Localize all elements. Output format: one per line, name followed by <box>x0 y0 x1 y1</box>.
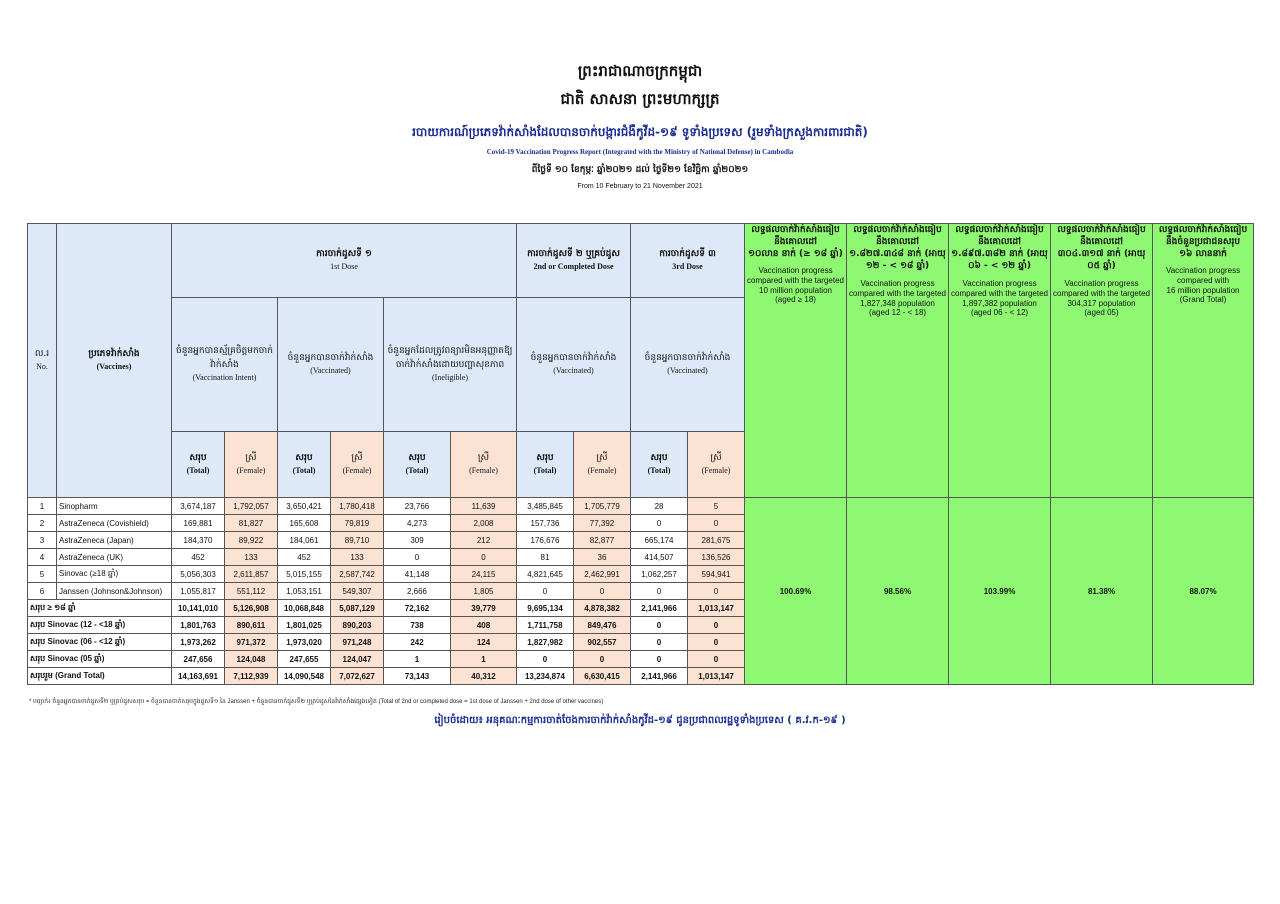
vaccinated-female: 124,047 <box>331 651 384 668</box>
dose3-female: 0 <box>688 651 745 668</box>
vaccinated-header <box>278 298 384 432</box>
vaccinated-total: 247,655 <box>278 651 331 668</box>
row-vaccine: AstraZeneca (UK) <box>57 549 172 566</box>
vaccinated-female: 2,587,742 <box>331 566 384 583</box>
vaccination-table <box>27 223 1254 685</box>
dose2-total: 4,821,645 <box>517 566 574 583</box>
total-en: (Total) <box>533 466 557 476</box>
dose3-total: 0 <box>631 583 688 600</box>
total-row-label: សរុប Sinovac (05 ឆ្នាំ) <box>28 651 172 668</box>
dose1-km: ការចាក់ដូសទី ១ <box>316 248 372 259</box>
ineligible-female: 2,008 <box>451 515 517 532</box>
female-km: ស្រី <box>351 452 363 463</box>
col-no-en: No. <box>36 362 48 372</box>
col-no-header <box>28 224 57 498</box>
intent-total: 247,656 <box>172 651 225 668</box>
period-en: From 10 February to 21 November 2021 <box>577 183 703 190</box>
dose3-female: 136,526 <box>688 549 745 566</box>
dose3-total: 2,141,966 <box>631 600 688 617</box>
dose3-female: 1,013,147 <box>688 668 745 685</box>
ineligible-female: 24,115 <box>451 566 517 583</box>
progress-target-km: ១.៨៩៧.៣៨២ នាក់ (អាយុ ០៦ - < ១២ ឆ្នាំ) <box>951 249 1048 272</box>
ineligible-total: 73,143 <box>384 668 451 685</box>
intent-total: 10,141,010 <box>172 600 225 617</box>
dose3-total: 2,141,966 <box>631 668 688 685</box>
vaccinated-female: 1,780,418 <box>331 498 384 515</box>
report-title-en: Covid-19 Vaccination Progress Report (Integrated with the Ministry of National Defense) in Cambodia <box>486 148 794 156</box>
col-no-km: ល.រ <box>34 348 50 359</box>
progress-km: លទ្ធផលចាក់វ៉ាក់សាំងធៀបនឹងគោលដៅ <box>751 225 840 248</box>
dose2-total: 157,736 <box>517 515 574 532</box>
dose2-total: 0 <box>517 583 574 600</box>
total-km: សរុប <box>295 452 313 463</box>
dose2-female: 6,630,415 <box>574 668 631 685</box>
progress-km: លទ្ធផលចាក់វ៉ាក់សាំងធៀបនឹងគោលដៅ <box>1057 225 1146 248</box>
vaccinated-total: 3,650,421 <box>278 498 331 515</box>
total-km: សរុប <box>650 452 668 463</box>
ineligible-km: ចំនួនអ្នកដែលត្រូវពន្យារមិនអនុញ្ញាតឱ្យចាក់វ៉ាក់សាំងដោយបញ្ហាសុខភាព <box>387 346 513 370</box>
female-km: ស្រី <box>245 452 257 463</box>
kingdom-title: ព្រះរាជាណាចក្រកម្ពុជា <box>577 62 703 80</box>
intent-total: 1,973,262 <box>172 634 225 651</box>
ineligible-total: 23,766 <box>384 498 451 515</box>
total-row-label: សរុប ≥ ១៨ ឆ្នាំ <box>28 600 172 617</box>
total-header <box>517 432 574 498</box>
row-vaccine: AstraZeneca (Japan) <box>57 532 172 549</box>
total-km: សរុប <box>408 452 426 463</box>
dose3-female: 281,675 <box>688 532 745 549</box>
intent-total: 14,163,691 <box>172 668 225 685</box>
intent-en: (Vaccination Intent) <box>192 373 257 382</box>
total-en: (Total) <box>292 466 316 476</box>
ineligible-total: 1 <box>384 651 451 668</box>
dose2-total: 13,234,874 <box>517 668 574 685</box>
intent-total: 452 <box>172 549 225 566</box>
progress-age-en: (aged 12 - < 18) <box>868 307 927 317</box>
row-no: 1 <box>28 498 57 515</box>
row-no: 4 <box>28 549 57 566</box>
progress-en: Vaccination progress compared with the targeted <box>951 278 1048 298</box>
progress-age-en: (aged 06 - < 12) <box>970 307 1029 317</box>
total-en: (Total) <box>186 466 210 476</box>
progress-en: Vaccination progress compared with the targeted <box>1053 278 1150 298</box>
progress-target-en: 10 million population <box>759 286 832 296</box>
progress-target-km: ៣០៤.៣១៧ នាក់ (អាយុ ០៥ ឆ្នាំ) <box>1057 249 1146 272</box>
progress-target-en: 1,897,382 population <box>962 298 1037 308</box>
dose2-female: 0 <box>574 583 631 600</box>
ineligible-total: 4,273 <box>384 515 451 532</box>
total-km: សរុប <box>536 452 554 463</box>
progress-target-km: ១០លាន នាក់ (≥ ១៨ ឆ្នាំ) <box>748 249 843 260</box>
female-en: (Female) <box>342 466 372 476</box>
progress-header-5 <box>1153 224 1254 498</box>
ineligible-female: 0 <box>451 549 517 566</box>
ineligible-total: 738 <box>384 617 451 634</box>
intent-female: 124,048 <box>225 651 278 668</box>
progress-header-4 <box>1051 224 1153 498</box>
vaccinated-total: 1,973,020 <box>278 634 331 651</box>
dose2-total: 3,485,845 <box>517 498 574 515</box>
ineligible-female: 1 <box>451 651 517 668</box>
dose3-vaccinated-km: ចំនួនអ្នកបានចាក់វ៉ាក់សាំង <box>644 352 731 363</box>
ineligible-total: 41,148 <box>384 566 451 583</box>
total-header <box>278 432 331 498</box>
vaccinated-total: 5,015,155 <box>278 566 331 583</box>
vaccinated-female: 549,307 <box>331 583 384 600</box>
vaccinated-female: 133 <box>331 549 384 566</box>
total-header <box>384 432 451 498</box>
intent-header <box>172 298 278 432</box>
intent-female: 133 <box>225 549 278 566</box>
intent-total: 169,881 <box>172 515 225 532</box>
table-header <box>28 224 1254 498</box>
progress-header-2 <box>847 224 949 498</box>
dose1-header <box>172 224 517 298</box>
vaccinated-km: ចំនួនអ្នកបានចាក់វ៉ាក់សាំង <box>287 352 374 363</box>
female-header <box>574 432 631 498</box>
vaccinated-female: 5,087,129 <box>331 600 384 617</box>
dose2-en: 2nd or Completed Dose <box>533 262 614 272</box>
ineligible-en: (Ineligible) <box>432 373 468 382</box>
dose3-total: 1,062,257 <box>631 566 688 583</box>
female-en: (Female) <box>236 466 266 476</box>
progress-target-en: 304,317 population <box>1067 298 1136 308</box>
dose2-header <box>517 224 631 298</box>
ineligible-total: 2,666 <box>384 583 451 600</box>
progress-target-en: 16 million population <box>1166 286 1240 296</box>
vaccinated-total: 165,608 <box>278 515 331 532</box>
vaccinated-total: 184,061 <box>278 532 331 549</box>
total-km: សរុប <box>189 452 207 463</box>
vaccinated-total: 1,801,025 <box>278 617 331 634</box>
total-en: (Total) <box>647 466 671 476</box>
female-km: ស្រី <box>710 452 722 463</box>
intent-total: 1,801,763 <box>172 617 225 634</box>
total-row-label: សរុប Sinovac (06 - <12 ឆ្នាំ) <box>28 634 172 651</box>
progress-en: Vaccination progress compared with the targeted <box>849 278 946 298</box>
total-header <box>631 432 688 498</box>
intent-female: 2,611,857 <box>225 566 278 583</box>
intent-female: 81,827 <box>225 515 278 532</box>
table-body <box>28 498 1254 685</box>
dose2-total: 9,695,134 <box>517 600 574 617</box>
vaccinated-female: 89,710 <box>331 532 384 549</box>
progress-en: Vaccination progress compared with <box>1165 266 1241 286</box>
dose3-km: ការចាក់ដូសទី ៣ <box>659 248 716 259</box>
dose2-vaccinated-header <box>517 298 631 432</box>
report-title-km: របាយការណ៍ប្រភេទវ៉ាក់សាំងដែលបានចាក់បង្ការជំងឺកូវីដ-១៩ ទូទាំងប្រទេស (រួមទាំងក្រសួងការពារជាតិ) <box>412 125 868 139</box>
intent-total: 5,056,303 <box>172 566 225 583</box>
row-no: 3 <box>28 532 57 549</box>
dose2-total: 1,827,982 <box>517 634 574 651</box>
intent-female: 7,112,939 <box>225 668 278 685</box>
ineligible-total: 0 <box>384 549 451 566</box>
dose3-total: 28 <box>631 498 688 515</box>
total-en: (Total) <box>405 466 429 476</box>
female-km: ស្រី <box>477 452 490 463</box>
col-vaccine-header <box>57 224 172 498</box>
vaccinated-female: 890,203 <box>331 617 384 634</box>
dose2-vaccinated-km: ចំនួនអ្នកបានចាក់វ៉ាក់សាំង <box>530 352 617 363</box>
dose2-total: 0 <box>517 651 574 668</box>
intent-total: 3,674,187 <box>172 498 225 515</box>
dose3-total: 0 <box>631 617 688 634</box>
table-row <box>28 498 1254 515</box>
row-vaccine: Janssen (Johnson&Johnson) <box>57 583 172 600</box>
dose3-header <box>631 224 745 298</box>
progress-value-5: 88.07% <box>1153 498 1254 685</box>
intent-total: 184,370 <box>172 532 225 549</box>
vaccinated-female: 7,072,627 <box>331 668 384 685</box>
vaccinated-female: 971,248 <box>331 634 384 651</box>
female-header <box>688 432 745 498</box>
ineligible-header <box>384 298 517 432</box>
dose3-female: 0 <box>688 583 745 600</box>
dose2-vaccinated-en: (Vaccinated) <box>553 366 594 376</box>
ineligible-total: 309 <box>384 532 451 549</box>
dose3-total: 0 <box>631 634 688 651</box>
intent-female: 89,922 <box>225 532 278 549</box>
progress-en: Vaccination progress compared with the targeted <box>747 266 844 286</box>
ineligible-total: 242 <box>384 634 451 651</box>
progress-age-en: (aged ≥ 18) <box>775 295 816 305</box>
dose3-vaccinated-header <box>631 298 745 432</box>
dose3-female: 0 <box>688 515 745 532</box>
ineligible-female: 212 <box>451 532 517 549</box>
ineligible-female: 39,779 <box>451 600 517 617</box>
dose3-female: 1,013,147 <box>688 600 745 617</box>
female-header <box>331 432 384 498</box>
progress-header-3 <box>949 224 1051 498</box>
row-vaccine: AstraZeneca (Covishield) <box>57 515 172 532</box>
ineligible-female: 1,805 <box>451 583 517 600</box>
dose2-total: 81 <box>517 549 574 566</box>
dose2-total: 1,711,758 <box>517 617 574 634</box>
vaccinated-total: 1,053,151 <box>278 583 331 600</box>
dose2-female: 82,877 <box>574 532 631 549</box>
row-no: 6 <box>28 583 57 600</box>
progress-km: លទ្ធផលចាក់វ៉ាក់សាំងធៀបនឹងគោលដៅ <box>853 225 942 248</box>
ineligible-female: 11,639 <box>451 498 517 515</box>
dose1-en: 1st Dose <box>330 262 358 272</box>
vaccinated-total: 14,090,548 <box>278 668 331 685</box>
intent-female: 1,792,057 <box>225 498 278 515</box>
dose2-female: 849,476 <box>574 617 631 634</box>
intent-female: 551,112 <box>225 583 278 600</box>
dose2-female: 902,557 <box>574 634 631 651</box>
progress-header-1 <box>745 224 847 498</box>
progress-km: លទ្ធផលចាក់វ៉ាក់សាំងធៀបនឹងចំនួនប្រជាជនសរុប <box>1158 225 1248 248</box>
dose2-female: 0 <box>574 651 631 668</box>
ineligible-female: 124 <box>451 634 517 651</box>
dose3-female: 0 <box>688 617 745 634</box>
dose2-female: 4,878,382 <box>574 600 631 617</box>
intent-km: ចំនួនអ្នកបានស្ម័គ្រចិត្តមកចាក់វ៉ាក់សាំង <box>176 346 273 370</box>
total-row-label: សរុប Sinovac (12 - <18 ឆ្នាំ) <box>28 617 172 634</box>
female-header <box>451 432 517 498</box>
dose3-total: 0 <box>631 515 688 532</box>
col-vaccine-km: ប្រភេទវ៉ាក់សាំង <box>88 348 140 359</box>
progress-value-4: 81.38% <box>1051 498 1153 685</box>
progress-target-km: ១៦ លាននាក់ <box>1179 249 1227 260</box>
female-km: ស្រី <box>596 452 608 463</box>
progress-km: លទ្ធផលចាក់វ៉ាក់សាំងធៀបនឹងគោលដៅ <box>955 225 1044 248</box>
intent-total: 1,055,817 <box>172 583 225 600</box>
dose3-en: 3rd Dose <box>672 262 703 272</box>
total-row-label: សរុបរួម (Grand Total) <box>28 668 172 685</box>
female-en: (Female) <box>469 466 498 476</box>
ineligible-female: 408 <box>451 617 517 634</box>
dose3-total: 665,174 <box>631 532 688 549</box>
dose2-female: 77,392 <box>574 515 631 532</box>
intent-female: 971,372 <box>225 634 278 651</box>
period-km: ពីថ្ងៃទី ១០ ខែកុម្ភៈ ឆ្នាំ២០២១ ដល់ ថ្ងៃទី២១ ខែវិច្ឆិកា ឆ្នាំ២០២១ <box>531 165 749 175</box>
female-en: (Female) <box>701 466 731 476</box>
motto: ជាតិ សាសនា ព្រះមហាក្សត្រ <box>560 90 720 108</box>
dose3-total: 414,507 <box>631 549 688 566</box>
intent-female: 890,611 <box>225 617 278 634</box>
vaccinated-total: 10,068,848 <box>278 600 331 617</box>
ineligible-female: 40,312 <box>451 668 517 685</box>
dose3-female: 594,941 <box>688 566 745 583</box>
progress-age-en: (aged 05) <box>1084 307 1119 317</box>
progress-target-en: 1,827,348 population <box>860 298 935 308</box>
vaccinated-female: 79,819 <box>331 515 384 532</box>
female-en: (Female) <box>587 466 617 476</box>
vaccinated-total: 452 <box>278 549 331 566</box>
progress-target-km: ១.៨២៧.៣៤៨ នាក់ (អាយុ ១២ - < ១៨ ឆ្នាំ) <box>849 249 946 272</box>
total-header <box>172 432 225 498</box>
dose2-km: ការចាក់ដូសទី ២ ឬគ្រប់ដូស <box>527 248 620 259</box>
intent-female: 5,126,908 <box>225 600 278 617</box>
ineligible-total: 72,162 <box>384 600 451 617</box>
vaccinated-en: (Vaccinated) <box>310 366 351 376</box>
row-no: 2 <box>28 515 57 532</box>
progress-age-en: (Grand Total) <box>1179 295 1227 305</box>
dose2-female: 2,462,991 <box>574 566 631 583</box>
row-vaccine: Sinopharm <box>57 498 172 515</box>
dose3-vaccinated-en: (Vaccinated) <box>667 366 708 376</box>
row-vaccine: Sinovac (≥18 ឆ្នាំ) <box>57 566 172 583</box>
dose3-female: 0 <box>688 634 745 651</box>
footnote: * បញ្ជាក់៖ ចំនួនអ្នកបានចាក់ដូសទី២ ឬគ្រប់ដូសសរុប = ចំនួនបានចាក់សរុបក្នុងដូសទី១ នៃ Janssen + ចំនួនបានចាក់ដូសទី២ ឬគ្រប់ដូសនៃវ៉ាក់សាំងផ្សេងទៀត (Total of 2nd or completed dose = 1st dose of Janssen + 2nd dose of other vaccines) <box>29 699 604 705</box>
progress-value-3: 103.99% <box>949 498 1051 685</box>
dose2-total: 176,676 <box>517 532 574 549</box>
female-header <box>225 432 278 498</box>
row-no: 5 <box>28 566 57 583</box>
progress-value-1: 100.69% <box>745 498 847 685</box>
dose2-female: 1,705,779 <box>574 498 631 515</box>
dose2-female: 36 <box>574 549 631 566</box>
dose3-female: 5 <box>688 498 745 515</box>
progress-value-2: 98.56% <box>847 498 949 685</box>
col-vaccine-en: (Vaccines) <box>96 362 132 372</box>
prepared-by: រៀបចំដោយ៖ អនុគណៈកម្មការចាត់ចែងការចាក់វ៉ាក់សាំងកូវីដ-១៩ ជូនប្រជាពលរដ្ឋទូទាំងប្រទេស ( គ.វ.ក-១៩ ) <box>434 715 846 726</box>
dose3-total: 0 <box>631 651 688 668</box>
